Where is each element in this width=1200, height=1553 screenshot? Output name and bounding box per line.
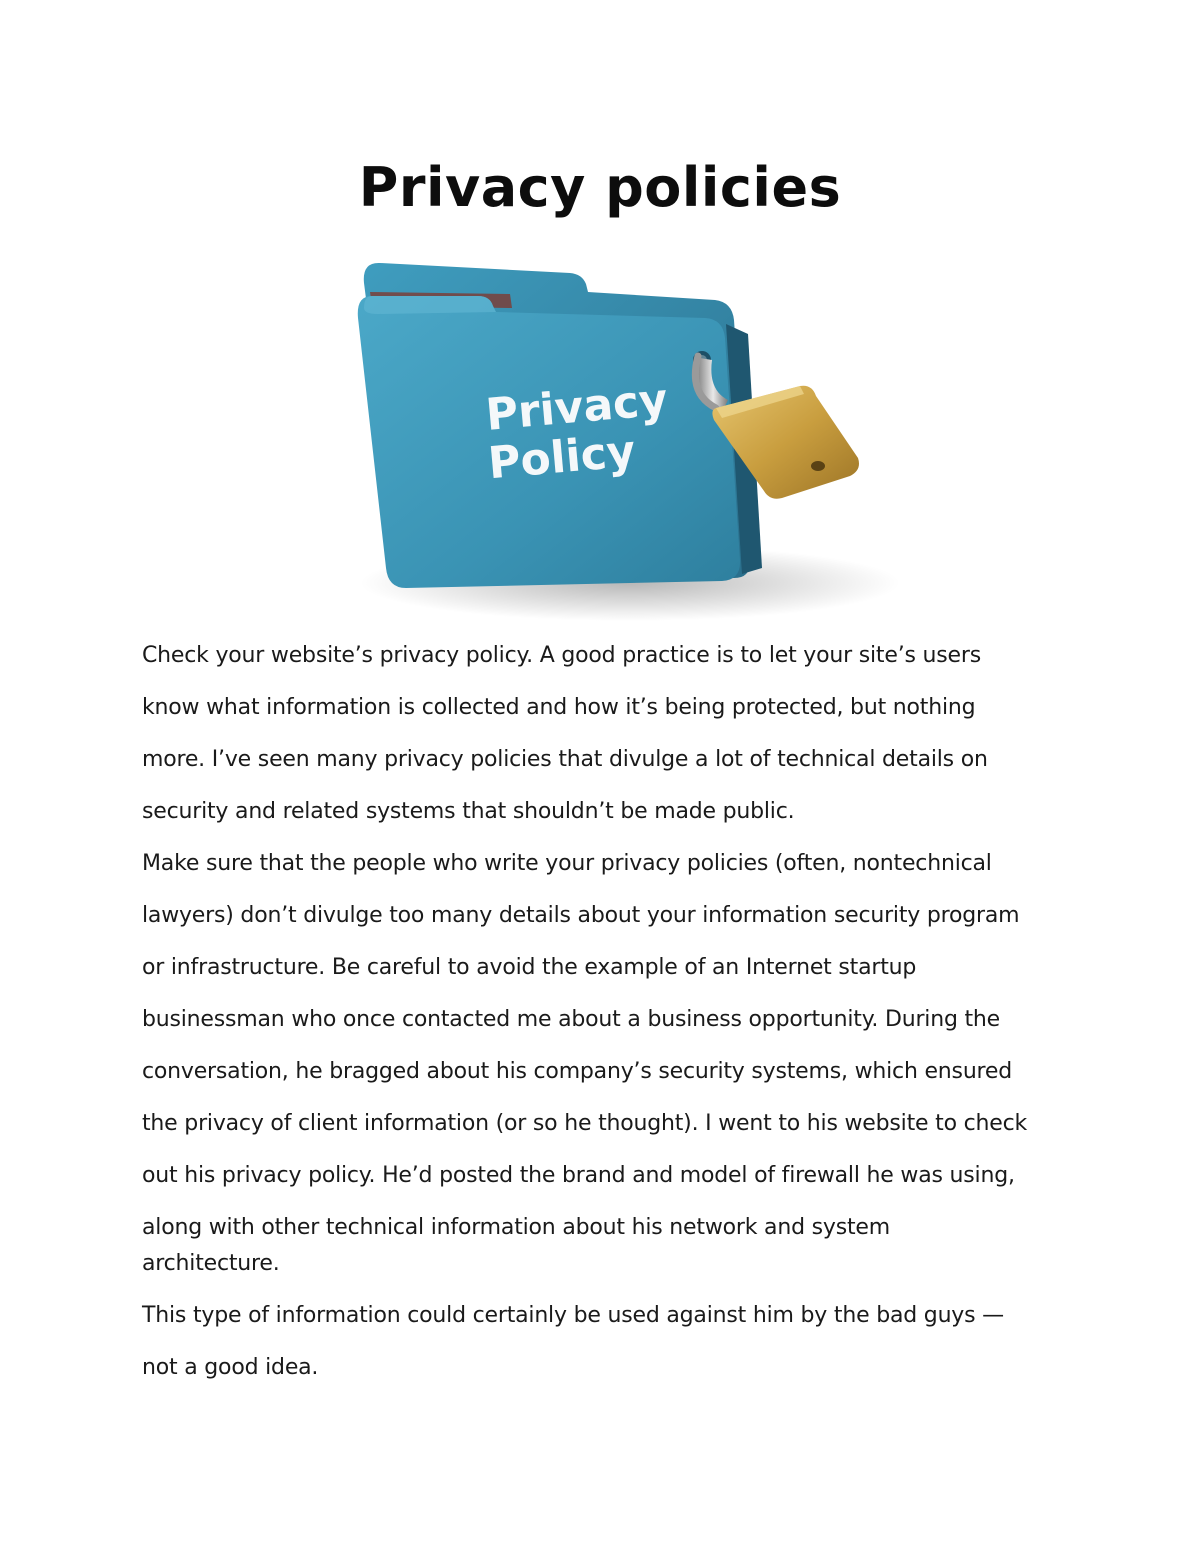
text-line: the privacy of client information (or so he thought). I went to his website to check [142, 1111, 1028, 1136]
folder-label-line2: Policy [486, 425, 638, 490]
text-line: or infrastructure. Be careful to avoid the example of an Internet startup [142, 955, 917, 980]
text-line: not a good idea. [142, 1355, 319, 1380]
text-line: security and related systems that shouldn’t be made public. [142, 799, 795, 824]
text-line: conversation, he bragged about his company’s security systems, which ensured [142, 1059, 1013, 1084]
body-text [142, 636, 1082, 1400]
text-line: Make sure that the people who write your privacy policies (often, nontechnical [142, 851, 992, 876]
text-line: lawyers) don’t divulge too many details about your information security program [142, 903, 1020, 928]
paragraph-1 [142, 636, 1082, 844]
text-line: along with other technical information about his network and system [142, 1215, 890, 1240]
page-title: Privacy policies [358, 156, 842, 219]
folder-label-line1: Privacy [483, 374, 670, 441]
text-line: Check your website’s privacy policy. A good practice is to let your site’s users [142, 643, 981, 668]
text-line: This type of information could certainly be used against him by the bad guys — [142, 1303, 1004, 1328]
text-line: businessman who once contacted me about a business opportunity. During the [142, 1007, 1001, 1032]
text-line: more. I’ve seen many privacy policies that divulge a lot of technical details on [142, 747, 988, 772]
text-line: know what information is collected and how it’s being protected, but nothing [142, 695, 976, 720]
paragraph-3 [142, 1296, 1082, 1400]
paragraph-2 [142, 844, 1082, 1296]
text-line: out his privacy policy. He’d posted the brand and model of firewall he was using, [142, 1163, 1015, 1188]
text-line: architecture. [142, 1251, 280, 1276]
privacy-policy-illustration [330, 248, 930, 628]
privacy-policy-folder-icon [330, 248, 930, 628]
